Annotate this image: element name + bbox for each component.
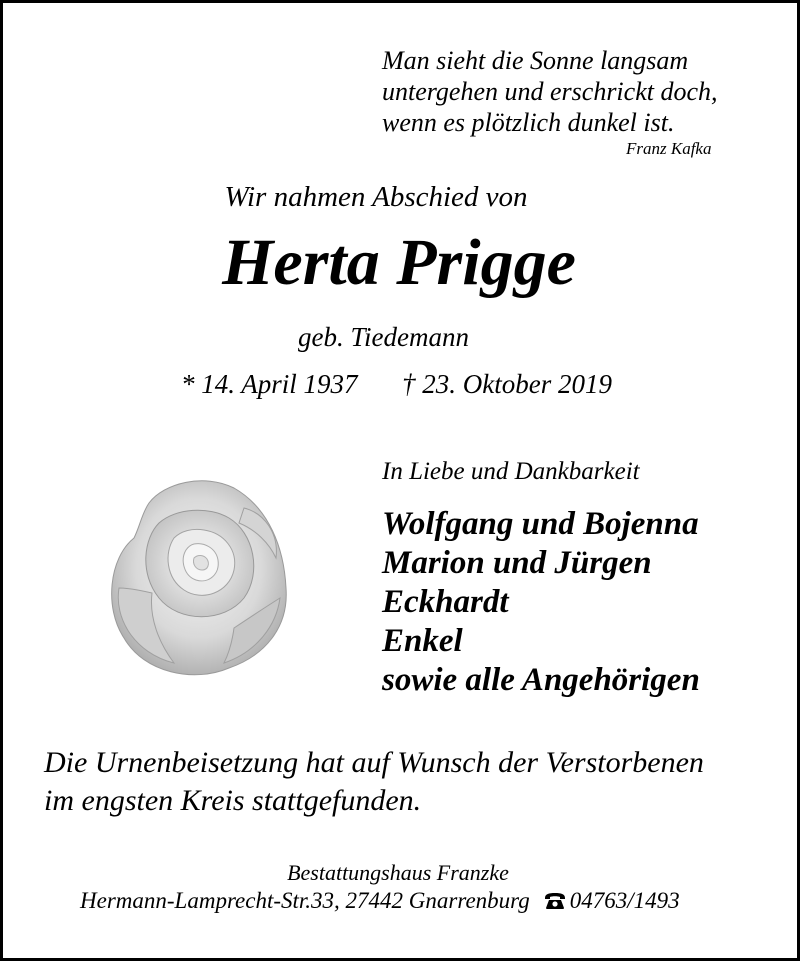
intro-text: [0, 181, 800, 214]
rose-icon: [104, 478, 290, 678]
family-member: Marion und Jürgen: [382, 545, 652, 581]
burial-notice: [44, 744, 704, 820]
birth-date: * 14. April 1937: [181, 369, 358, 399]
family-member: sowie alle Angehörigen: [382, 662, 700, 698]
family-member: Eckhardt: [382, 584, 509, 620]
family-heading: In Liebe und Dankbarkeit: [382, 458, 640, 485]
intro-label: Wir nahmen Abschied von: [224, 181, 528, 213]
quote-line: untergehen und erschrickt doch,: [382, 77, 718, 106]
deceased-name-text: Herta Prigge: [222, 226, 576, 299]
funeral-home-name: Bestattungshaus Franzke: [287, 860, 509, 885]
telephone-icon: [544, 890, 566, 916]
funeral-home-address: Hermann-Lamprecht-Str.33, 27442 Gnarrenburg: [80, 888, 530, 913]
kafka-quote: [382, 45, 718, 138]
phone-number: 04763/1493: [569, 888, 680, 913]
notice-line: im engsten Kreis stattgefunden.: [44, 784, 422, 817]
funeral-home-contact: [80, 888, 680, 916]
maiden-name: geb. Tiedemann: [298, 322, 469, 352]
death-date: † 23. Oktober 2019: [402, 369, 612, 399]
funeral-home: [0, 860, 800, 886]
quote-line: wenn es plötzlich dunkel ist.: [382, 108, 675, 137]
family-member: Enkel: [382, 623, 463, 659]
deceased-name: [0, 225, 800, 301]
quote-line: Man sieht die Sonne langsam: [382, 46, 689, 75]
quote-author: Franz Kafka: [626, 139, 712, 158]
family-members: [382, 505, 700, 700]
family-member: Wolfgang und Bojenna: [382, 506, 699, 542]
notice-line: Die Urnenbeisetzung hat auf Wunsch der Verstorbenen: [44, 746, 704, 779]
